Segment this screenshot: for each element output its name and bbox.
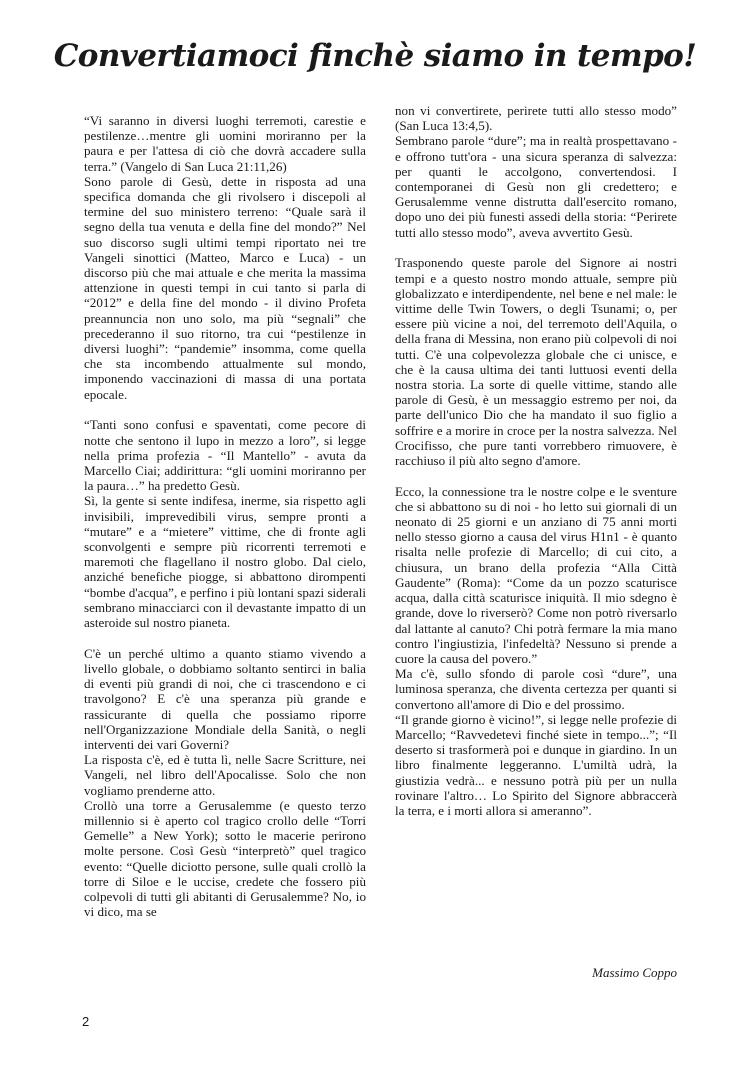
paragraph-continued-quote: non vi convertirete, perirete tutti allo stesso modo” (San Luca 13:4,5).	[395, 103, 677, 134]
right-column	[395, 103, 677, 818]
paragraph-confused-people: “Tanti sono confusi e spaventati, come pecore di notte che sentono il lupo in mezzo a loro”, si legge nella prima profezia - “Il Mantello” - avuta da Marcello Ciai; addirittura: “gli uomini moriranno per la paura…” ha predetto Gesù.	[84, 417, 366, 494]
author-signature: Massimo Coppo	[592, 965, 677, 980]
article-title: Convertiamoci finchè siamo in tempo!	[53, 38, 697, 74]
paragraph-hard-words: Sembrano parole “dure”; ma in realtà prospettavano - e offrono tutt'ora - una sicura speranza di salvezza: per quanti le accolgono, convertendosi. I contemporanei di Gesù non gli credettero; e Gerusalemme venne distrutta dall'esercito romano, dopo uno dei più funesti assedi della storia: “Perirete tutti allo stesso modo”, aveva avvertito Gesù.	[395, 133, 677, 240]
paragraph-ultimate-reason: C'è un perché ultimo a quanto stiamo vivendo a livello globale, o dobbiamo soltanto sentirci in balia di eventi più grandi di noi, che ci trascendono e ci travolgono? E c'è una speranza più grande e rassicurante di quella che possiamo riporre nell'Organizzazione Mondiale della Sanità, o negli interventi dei vari Governi?	[84, 645, 366, 752]
paragraph-hope: Ma c'è, sullo sfondo di parole così “dure”, una luminosa speranza, che diventa certezza per quanti si convertono all'amore di Dio e del prossimo.	[395, 666, 677, 712]
paragraph-great-day: “Il grande giorno è vicino!”, si legge nelle profezie di Marcello; “Ravvedetevi finché siete in tempo...”; “Il deserto si trasformerà poi e dunque in giardino. In un libro finalmente leggeranno. L'umiltà udrà, la giustizia vedrà... e nessuno potrà più per un nulla rovinare l'altro… Lo Spirito del Signore abbraccerà la terra, e i morti allora si ameranno”.	[395, 711, 677, 818]
paragraph-transposing: Trasponendo queste parole del Signore ai nostri tempi e a questo nostro mondo attuale, sempre più globalizzato e interdipendente, nel bene e nel male: le vittime delle Twin Towers, o degli Tsunami; o, per essere più vicine a noi, del terremoto dell'Aquila, o della frana di Messina, non erano più colpevoli di noi tutti. C'è una colpevolezza globale che ci unisce, e che è la causa ultima dei tanti luttuosi eventi della nostra storia. La sorte di quelle vittime, stando alle parole di Gesù, è un messaggio estremo per noi, da parte dell'unico Dio che ha mandato il suo figlio a soffrire e a morire in croce per la nostra salvezza. Nel Crocifisso, che pure tanti vorrebbero rimuovere, è racchiuso il più alto segno d'amore.	[395, 255, 677, 468]
paragraph-tower-collapse: Crollò una torre a Gerusalemme (e questo terzo millennio si è aperto col tragico crollo delle “Torri Gemelle” a New York); sotto le macerie perirono molte persone. Così Gesù “interpretò” quel tragico evento: “Quelle diciotto persone, sulle quali crollò la torre di Siloe e le uccise, credete che fossero più colpevoli di tutti gli abitanti di Gerusalemme? No, io vi dico, ma se	[84, 797, 366, 920]
paragraph-connection: Ecco, la connessione tra le nostre colpe e le sventure che si abbattono su di noi - ho letto sui giornali di un neonato di 25 giorni e un anziano di 75 anni morti nello stesso giorno a causa del virus H1n1 - è quanto risalta nelle profezie di Marcello; di cui cito, a chiusura, un brano della profezia “Alla Città Gaudente” (Roma): “Come da un pozzo scaturisce acqua, dalla città scaturisce iniquità. Il mio sdegno è grande, dove lo riverserò? Come non potrò riversarlo dal lattante al canuto? Chi potrà fermare la mia mano contro l'ingiustizia, l'infedeltà? Nessuno si prende a cuore la causa del povero.”	[395, 483, 677, 666]
paragraph-defenseless: Sì, la gente si sente indifesa, inerme, sia rispetto agli invisibili, imprevedibili virus, sempre pronti a “mutare” e a “mietere” vittime, che di fronte agli sconvolgenti e sempre più ricorrenti terremoti e maremoti che flagellano il nostro globo. Dal cielo, anziché benefiche piogge, si abbattono dirompenti “bombe d'acqua”, e perfino i più lontani spazi siderali sembrano minacciarci con il devastante impatto di un asteroide sul nostro pianeta.	[84, 493, 366, 630]
left-column	[84, 113, 366, 919]
page-number: 2	[82, 1014, 90, 1029]
paragraph-words-of-jesus: Sono parole di Gesù, dette in risposta ad una specifica domanda che gli rivolsero i discepoli al termine del suo ministero terreno: “Quale sarà il segno della tua venuta e della fine del mondo?” Nel suo discorso sugli ultimi tempi riportato nei tre Vangeli sinottici (Matteo, Marco e Luca) - un discorso più che mai attuale e che merita la massima attenzione in questi tempi in cui tanto si parla di “2012” e della fine del mondo - il divino Profeta preannuncia non uno solo, ma più “segnali” che precederanno il suo ritorno, tra cui “pestilenze in diversi luoghi”: “pandemie” insomma, come quella che sta incombendo attualmente sul mondo, imponendo vaccinazioni di massa di una portata epocale.	[84, 173, 366, 402]
paragraph-bible-quote: “Vi saranno in diversi luoghi terremoti, carestie e pestilenze…mentre gli uomini moriranno per la paura e per l'attesa di ciò che dovrà accadere sulla terra.” (Vangelo di San Luca 21:11,26)	[84, 113, 366, 174]
paragraph-the-answer: La risposta c'è, ed è tutta lì, nelle Sacre Scritture, nei Vangeli, nel libro dell'Apocalisse. Solo che non vogliamo prenderne atto.	[84, 752, 366, 798]
